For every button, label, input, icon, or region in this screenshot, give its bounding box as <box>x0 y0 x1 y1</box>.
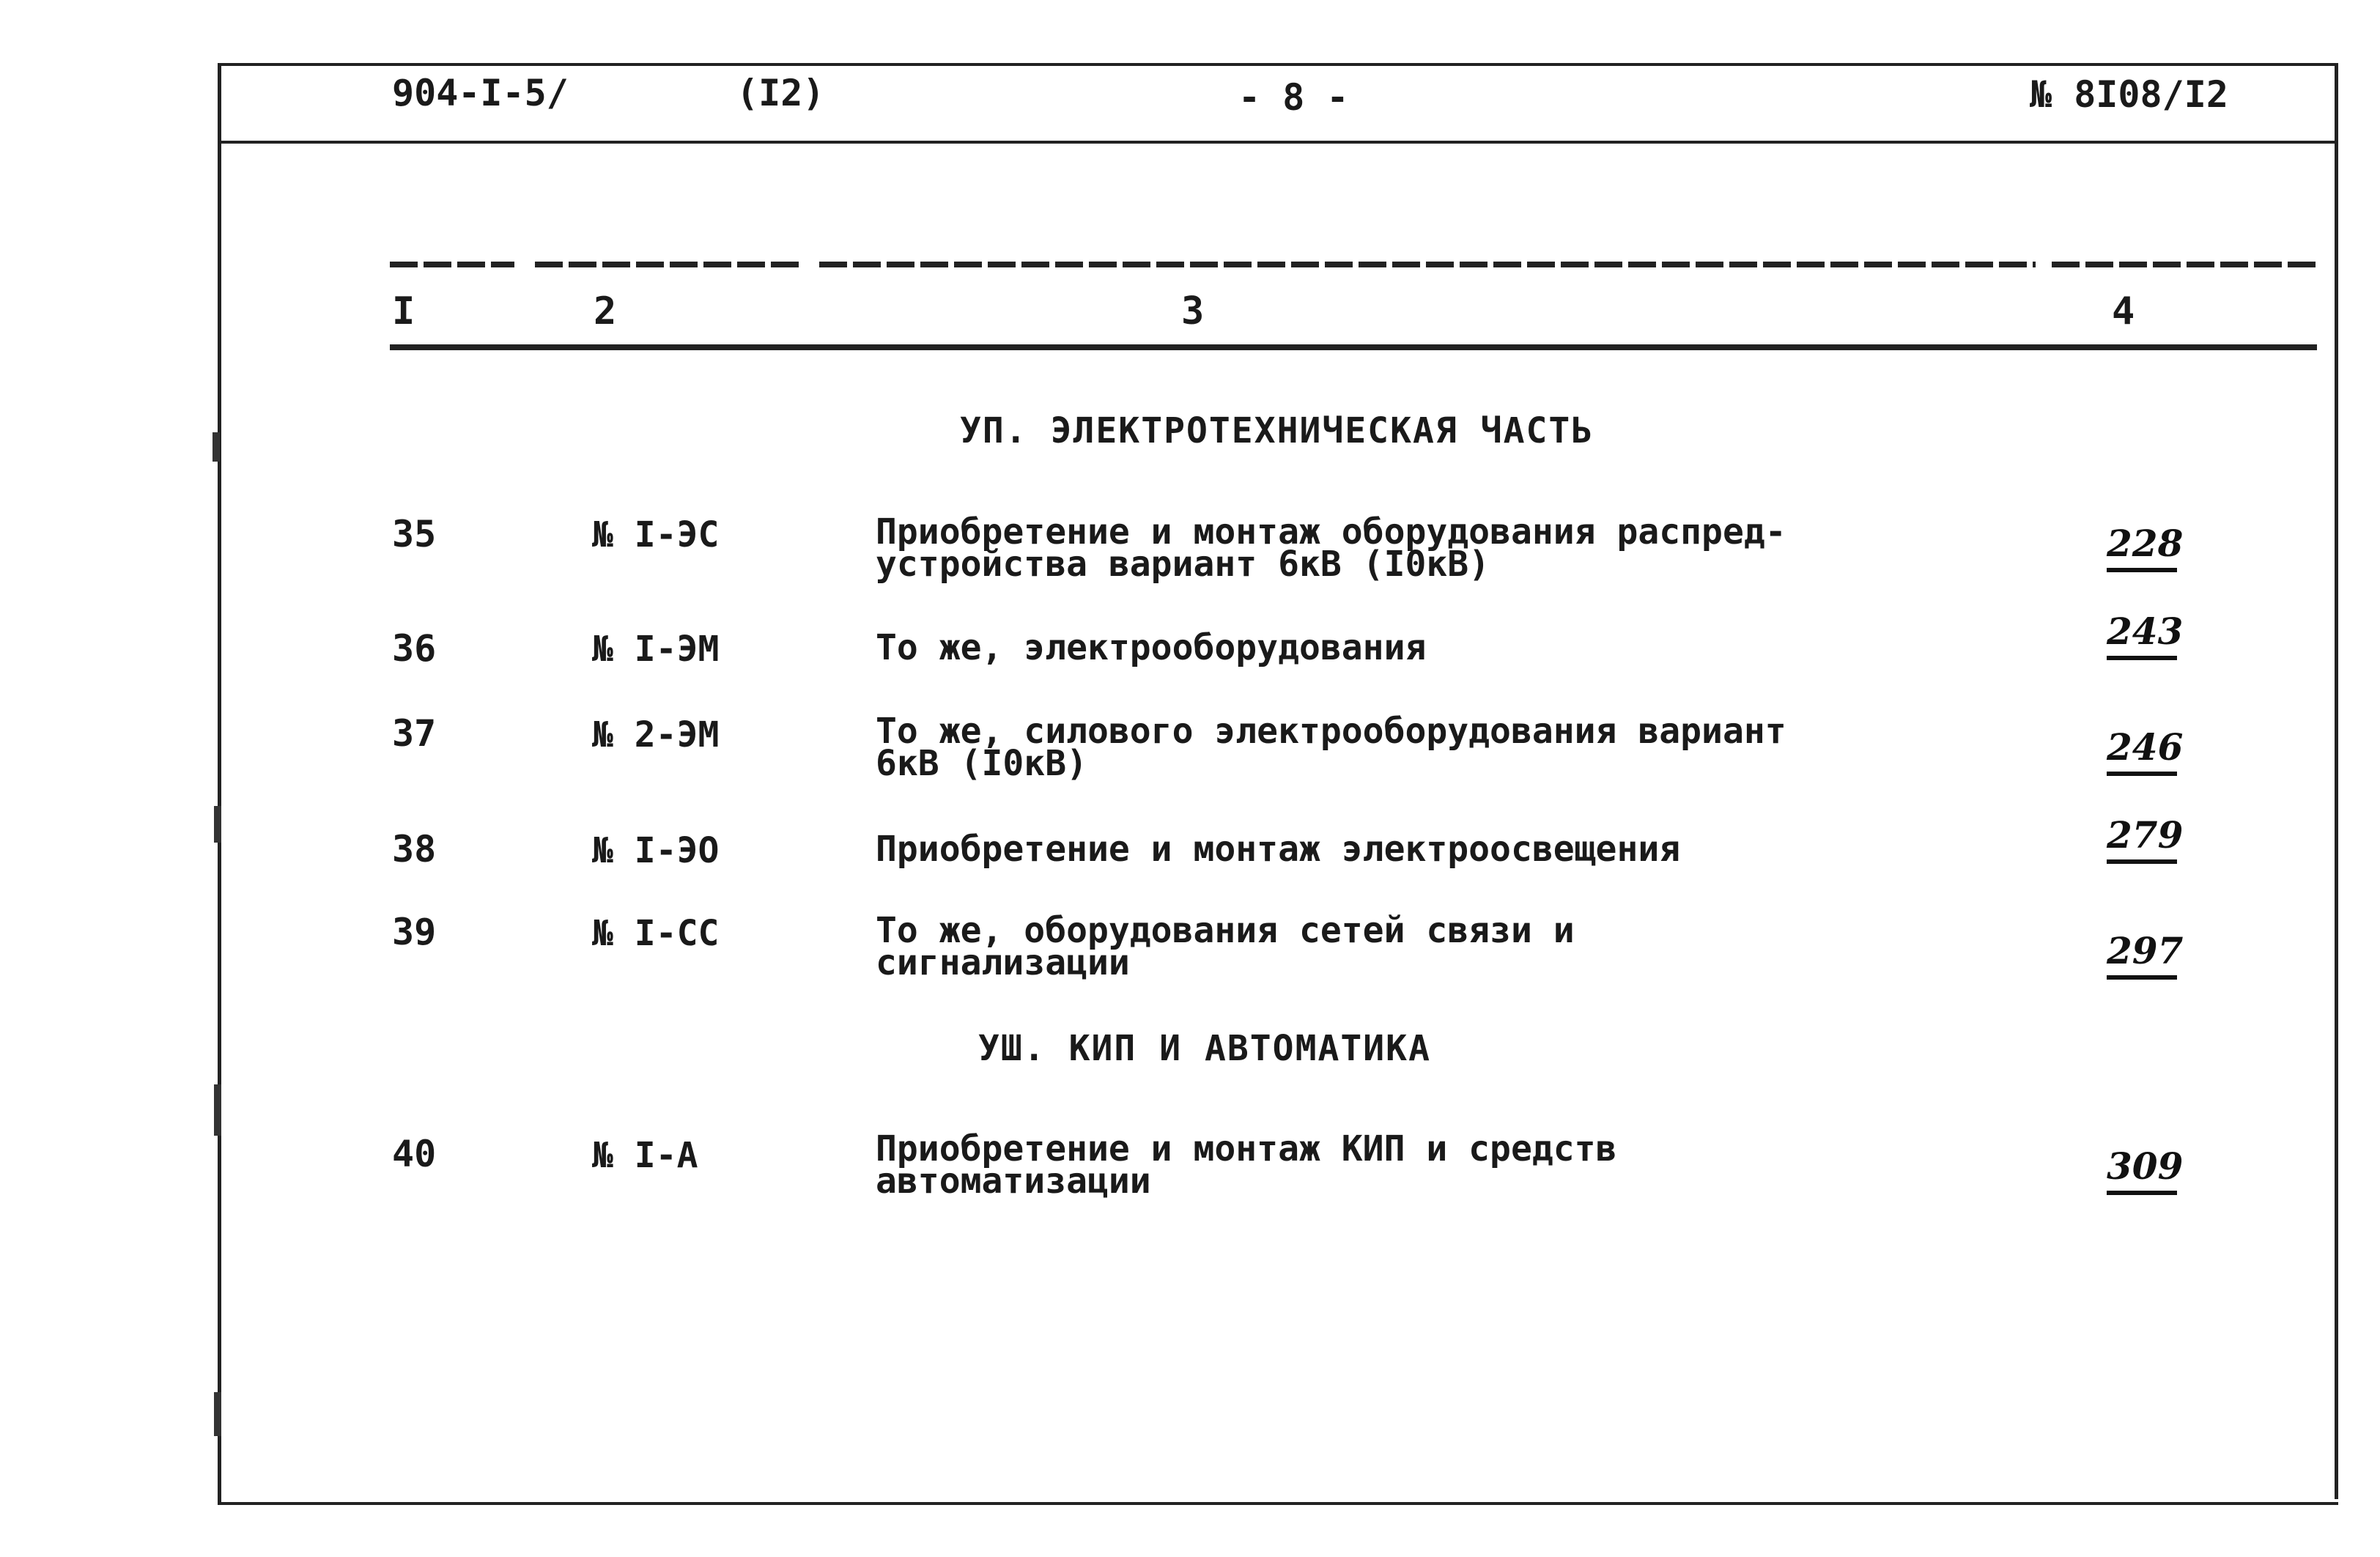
row-page-ref: 228 <box>2107 522 2177 572</box>
document-number: № 8I08/I2 <box>2030 73 2228 116</box>
column-header-2: 2 <box>594 289 617 333</box>
row-number: 36 <box>392 627 437 670</box>
row-code: № I-ЭО <box>592 830 720 871</box>
row-code: № I-ЭМ <box>592 629 720 670</box>
column-header-1: I <box>392 289 415 333</box>
row-number: 40 <box>392 1133 437 1175</box>
row-description-line: То же, силового электрооборудования вариант <box>876 711 1786 752</box>
row-description-line: сигнализации <box>876 942 1130 983</box>
table-header-rule <box>390 344 2317 350</box>
row-description-line: То же, электрооборудования <box>876 627 1427 668</box>
row-page-ref: 279 <box>2107 813 2177 864</box>
row-code: № I-ЭС <box>592 514 720 555</box>
row-page-ref: 246 <box>2107 725 2177 776</box>
row-description-line: 6кВ (I0кВ) <box>876 743 1087 784</box>
row-description-line: Приобретение и монтаж КИП и средств <box>876 1128 1617 1169</box>
row-description <box>876 511 1786 585</box>
binding-mark <box>212 432 220 462</box>
header-dash-rule <box>535 262 799 267</box>
row-number: 39 <box>392 911 437 953</box>
row-page-ref: 243 <box>2107 610 2177 660</box>
row-description <box>876 711 1786 784</box>
section-title-electrical: УП. ЭЛЕКТРОТЕХНИЧЕСКАЯ ЧАСТЬ <box>960 410 1594 451</box>
row-code: № I-А <box>592 1135 698 1176</box>
row-number: 38 <box>392 828 437 870</box>
binding-mark <box>214 1084 221 1136</box>
binding-mark <box>214 1392 221 1436</box>
frame-top-border <box>218 63 2338 66</box>
row-description-line: автоматизации <box>876 1161 1151 1202</box>
header-dash-rule <box>390 262 514 267</box>
header-rule <box>221 141 2335 144</box>
row-code: № I-СС <box>592 913 720 954</box>
row-description-line: Приобретение и монтаж электроосвещения <box>876 829 1681 870</box>
frame-left-border <box>218 63 221 1505</box>
header-dash-rule <box>819 262 2036 267</box>
row-number: 35 <box>392 513 437 555</box>
row-description <box>876 829 1681 870</box>
series-number: 904-I-5/ <box>392 72 569 114</box>
binding-mark <box>214 806 221 843</box>
row-description <box>876 910 1575 983</box>
row-description-line: Приобретение и монтаж оборудования распред- <box>876 511 1786 552</box>
issue-number: (I2) <box>736 72 825 114</box>
row-number: 37 <box>392 712 437 755</box>
column-header-4: 4 <box>2112 289 2135 333</box>
row-page-ref: 309 <box>2107 1144 2177 1195</box>
row-page-ref: 297 <box>2107 929 2177 980</box>
row-description-line: устройства вариант 6кВ (I0кВ) <box>876 544 1490 585</box>
page-number: - 8 - <box>1238 76 1349 119</box>
column-header-3: 3 <box>1181 289 1205 333</box>
row-description-line: То же, оборудования сетей связи и <box>876 910 1575 951</box>
frame-right-border <box>2335 63 2338 1499</box>
header-dash-rule <box>2052 262 2317 267</box>
frame-bottom-border <box>218 1502 2338 1505</box>
section-title-automation: УШ. КИП И АВТОМАТИКА <box>978 1028 1431 1069</box>
row-description <box>876 627 1427 668</box>
row-description <box>876 1128 1617 1202</box>
row-code: № 2-ЭМ <box>592 714 720 755</box>
